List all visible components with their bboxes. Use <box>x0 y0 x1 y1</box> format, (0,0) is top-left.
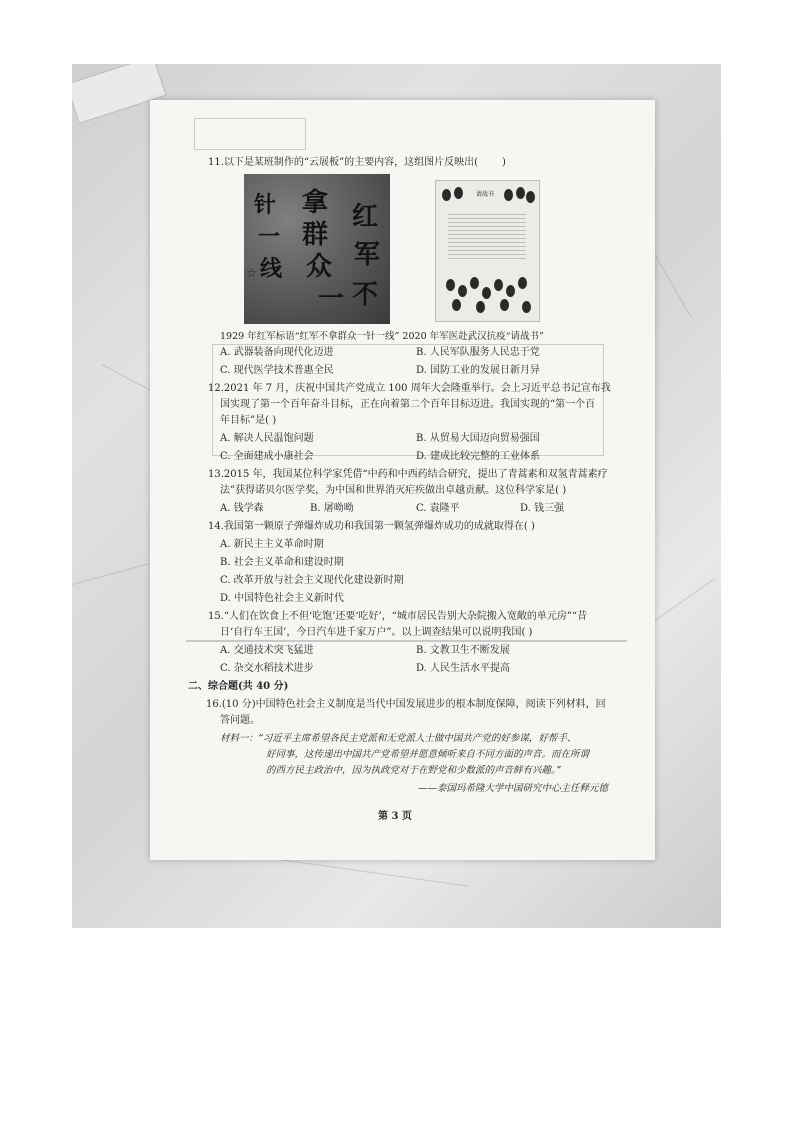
star-icon: ☆ <box>246 266 257 280</box>
q14-option-b: B. 社会主义革命和建设时期 <box>220 557 344 568</box>
q12-option-a: A. 解决人民温饱问题 <box>220 433 314 444</box>
q16-stem-line2: 答问题。 <box>220 715 260 726</box>
q14-option-c: C. 改革开放与社会主义现代化建设新时期 <box>220 575 404 586</box>
slogan-char: 红 <box>352 202 379 232</box>
exam-paper <box>150 100 655 860</box>
bleed-through-box <box>194 118 306 150</box>
page-number: 第 3 页 <box>378 811 412 822</box>
q11-caption: 1929 年红军标语“红军不拿群众一针一线” 2020 年军医赴武汉抗疫“请战书” <box>220 331 544 342</box>
q12-option-d: D. 建成比较完整的工业体系 <box>416 451 541 462</box>
petition-letter-image <box>435 180 540 322</box>
q16-material-line2: 好同事，这传递出中国共产党希望并愿意倾听来自不同方面的声音。而在所谓 <box>266 749 590 760</box>
q11-option-c: C. 现代医学技术普惠全民 <box>220 365 334 376</box>
red-army-slogan-image <box>244 174 390 324</box>
slogan-char: 线 <box>260 256 283 282</box>
q15-option-d: D. 人民生活水平提高 <box>416 663 511 674</box>
q16-material-source: ——泰国玛希隆大学中国研究中心主任释元德 <box>418 783 609 794</box>
q13-option-b: B. 屠呦呦 <box>310 503 354 514</box>
slogan-char: 群 <box>302 220 329 250</box>
q12-stem-line1: 12.2021 年 7 月，庆祝中国共产党成立 100 周年大会隆重举行。会上习近平总书记宣布我 <box>208 383 611 394</box>
slogan-char: 众 <box>306 252 333 282</box>
q14-option-d: D. 中国特色社会主义新时代 <box>220 593 345 604</box>
exam-photo <box>72 64 721 928</box>
q13-option-a: A. 钱学森 <box>220 503 264 514</box>
q12-stem-line2: 国实现了第一个百年奋斗目标，正在向着第二个百年目标迈进。我国实现的“第一个百 <box>220 399 596 410</box>
q11-stem: 11.以下是某班制作的“云展板”的主要内容，这组图片反映出( ) <box>208 157 506 168</box>
q14-option-a: A. 新民主主义革命时期 <box>220 539 324 550</box>
slogan-char: 拿 <box>302 188 329 218</box>
q15-option-b: B. 文教卫生不断发展 <box>416 645 510 656</box>
q13-stem-line2: 法”获得诺贝尔医学奖，为中国和世界消灭疟疾做出卓越贡献。这位科学家是( ) <box>220 485 567 496</box>
slogan-char: 一 <box>258 224 281 250</box>
q16-material-line3: 的西方民主政治中，因为执政党对于在野党和少数派的声音鲜有兴趣。” <box>266 765 561 776</box>
q11-option-b: B. 人民军队服务人民忠于党 <box>416 347 540 358</box>
q16-stem-line1: 16.(10 分)中国特色社会主义制度是当代中国发展进步的根本制度保障，阅读下列材料，回 <box>206 699 606 710</box>
section-heading: 二、综合题(共 40 分) <box>188 681 289 692</box>
q12-option-c: C. 全面建成小康社会 <box>220 451 314 462</box>
q16-material-line1: 材料一：“习近平主席希望各民主党派和无党派人士做中国共产党的好参谋，好帮手、 <box>220 733 577 744</box>
slogan-char: 一 <box>318 284 345 314</box>
petition-title: 请战书 <box>476 191 495 198</box>
q11-option-d: D. 国防工业的发展日新月异 <box>416 365 541 376</box>
q12-stem-line3: 年目标”是( ) <box>220 415 277 426</box>
q15-stem-line2: 日‘自行车王国’，今日汽车进千家万户”。以上调查结果可以说明我国( ) <box>220 627 533 638</box>
q12-option-b: B. 从贸易大国迈向贸易强国 <box>416 433 540 444</box>
q13-stem-line1: 13.2015 年，我国某位科学家凭借“中药和中西药结合研究，提出了青蒿素和双氢青蒿素疗 <box>208 469 608 480</box>
slogan-char: 不 <box>352 280 379 310</box>
q15-option-c: C. 杂交水稻技术进步 <box>220 663 314 674</box>
q15-stem-line1: 15.“人们在饮食上不但‘吃饱’还要‘吃好’，“城市居民告别大杂院搬入宽敞的单元房”“昔 <box>208 611 588 622</box>
slogan-char: 针 <box>254 192 277 218</box>
slogan-char: 军 <box>354 240 381 270</box>
q13-option-d: D. 钱三强 <box>520 503 565 514</box>
q11-option-a: A. 武器装备向现代化迈进 <box>220 347 334 358</box>
q13-option-c: C. 袁隆平 <box>416 503 460 514</box>
q14-stem: 14.我国第一颗原子弹爆炸成功和我国第一颗氢弹爆炸成功的成就取得在( ) <box>208 521 535 532</box>
bleed-through-timeline <box>186 640 627 642</box>
q15-option-a: A. 交通技术突飞猛进 <box>220 645 314 656</box>
